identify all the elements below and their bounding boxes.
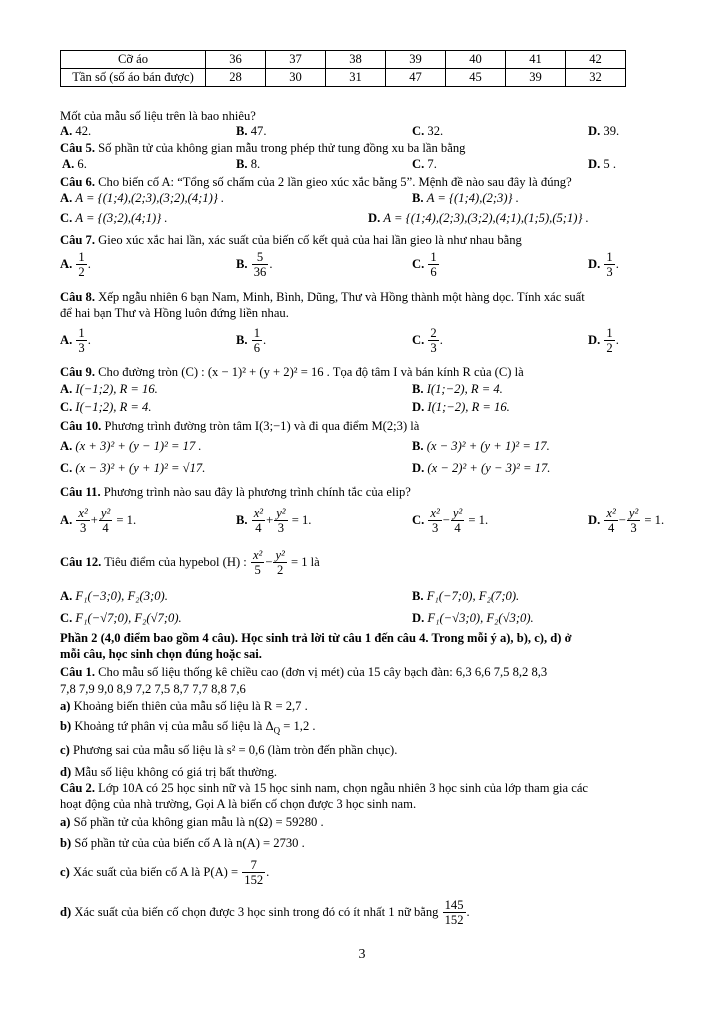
p2q1-stem-1: Câu 1. Cho mẫu số liệu thống kê chiều cao (đơn vị mét) của 15 cây bạch đàn: 6,3 6,6 7,5 8,2 8,3 bbox=[60, 665, 548, 679]
option-letter: D. bbox=[588, 256, 601, 271]
p2q2-stem-2: hoạt động của nhà trường, Gọi A là biến cố chọn được 3 học sinh nam. bbox=[60, 797, 417, 811]
q5-option-c: 7. bbox=[427, 157, 437, 171]
option-letter: C. bbox=[60, 611, 73, 625]
option-letter: C. bbox=[60, 211, 73, 225]
table-cell: 39 bbox=[386, 51, 446, 69]
q4-option-c: 32. bbox=[427, 124, 444, 138]
option-letter: A. bbox=[60, 332, 73, 347]
option-letter: B. bbox=[412, 439, 424, 453]
q12-option-c: F₁(−√7;0), F₂(√7;0). bbox=[75, 611, 182, 625]
option-letter: A. bbox=[60, 124, 73, 138]
option-letter: C. bbox=[60, 400, 73, 414]
q6-option-d: A = {(1;4),(2;3),(3;2),(4;1),(1;5),(5;1)} . bbox=[383, 211, 589, 225]
p2q2-stem-1: Câu 2. Lớp 10A có 25 học sinh nữ và 15 học sinh nam, chọn ngẫu nhiên 3 học sinh của lớp tham gia các bbox=[60, 781, 589, 795]
option-letter: C. bbox=[412, 256, 425, 271]
q11-stem: Câu 11. Phương trình nào sau đây là phương trình chính tắc của elip? bbox=[60, 485, 411, 499]
q7-option-b: $\frac{5}{36}$ bbox=[253, 250, 267, 280]
table-cell: 47 bbox=[386, 69, 446, 87]
p2q1-item-d: d) Mẫu số liệu không có giá trị bất thường. bbox=[60, 765, 278, 779]
table-cell: 30 bbox=[266, 69, 326, 87]
q9-stem: Câu 9. Cho đường tròn (C) : (x − 1)² + (y + 2)² = 16 . Tọa độ tâm I và bán kính R của (C) là bbox=[60, 365, 524, 379]
q9-option-d: I(1;−2), R = 16. bbox=[427, 400, 510, 414]
option-letter: D. bbox=[588, 332, 601, 347]
q12-term1: $\frac{\text{x²}}{5}$ bbox=[252, 548, 263, 578]
question-number: Câu 9. bbox=[60, 365, 95, 379]
p2q2-c-fraction: $\frac{7}{152}$ bbox=[244, 858, 264, 888]
question-number: Câu 10. bbox=[60, 419, 102, 433]
q10-stem: Câu 10. Phương trình đường tròn tâm I(3;−1) và đi qua điểm M(2;3) là bbox=[60, 419, 420, 433]
question-number: Câu 6. bbox=[60, 175, 95, 189]
q4-option-d: 39. bbox=[603, 124, 620, 138]
table-cell: 31 bbox=[326, 69, 386, 87]
option-letter: D. bbox=[412, 400, 425, 414]
q8-option-d: $\frac{1}{2}$ bbox=[606, 326, 613, 356]
table-cell: 32 bbox=[566, 69, 626, 87]
page-number: 3 bbox=[358, 947, 366, 962]
q5-option-b: 8. bbox=[250, 157, 261, 171]
q8-stem-1: Câu 8. Xếp ngẫu nhiên 6 bạn Nam, Minh, Bình, Dũng, Thư và Hồng thành một hàng dọc. Tính xác suất bbox=[60, 290, 585, 304]
option-letter: B. bbox=[236, 256, 248, 271]
q6-option-c: A = {(3;2),(4;1)} . bbox=[75, 211, 168, 225]
option-letter: B. bbox=[412, 191, 424, 205]
table-cell: 28 bbox=[206, 69, 266, 87]
q11-option-c-term2: $\frac{\text{y²}}{4}$ bbox=[452, 506, 463, 536]
q4-option-a: 42. bbox=[75, 124, 92, 138]
table-cell: 36 bbox=[206, 51, 266, 69]
table-cell: 37 bbox=[266, 51, 326, 69]
option-letter: D. bbox=[412, 611, 425, 625]
option-letter: B. bbox=[236, 332, 248, 347]
p2q2-d-fraction: $\frac{145}{152}$ bbox=[444, 898, 464, 928]
q8-option-b: $\frac{1}{6}$ bbox=[253, 326, 261, 356]
q12-term2: $\frac{\text{y²}}{2}$ bbox=[275, 548, 285, 578]
q11-option-a-term1: $\frac{\text{x²}}{3}$ bbox=[78, 506, 88, 536]
q5-option-a: 6. bbox=[77, 157, 87, 171]
question-number: Câu 8. bbox=[60, 290, 95, 304]
option-letter: D. bbox=[588, 124, 601, 138]
option-letter: C. bbox=[412, 124, 425, 138]
q12-option-d: F₁(−√3;0), F₂(√3;0). bbox=[427, 611, 534, 625]
table-header-cell: Cỡ áo bbox=[61, 51, 206, 69]
table-header-cell: Tần số (số áo bán được) bbox=[61, 69, 206, 87]
p2q1-stem-2: 7,8 7,9 9,0 8,9 7,2 7,5 8,7 7,7 8,8 7,6 bbox=[60, 682, 246, 696]
exam-page: Cỡ áo 36 37 38 39 40 41 42 Tần số (số áo bán được) 28 30 31 47 45 39 32 Mốt của mẫu số liệu trên là bao nhiêu? A. 42. B. 47. C. 32. D. 39. Câu 5. Số phần tử của không gian mẫu trong phép thử tung đồng xu ba lần bằng A. 6. B. 8. C. 7. D. 5 . Câu 6. Cho biến cố A: “Tổng số chấm của 2 lần gieo xúc xắc bằng 5”. Mệnh đề nào sau đây là đúng? A. A = {(1;4),(2;3),(3;2),(4;1)} . B. A = {(1;4),(2;3)} . C. A = {(3;2),(4;1)} . D. A = {(1;4),(2;3),(3;2),(4;1),(1;5),(5;1)} . Câu 7. Gieo xúc xắc hai lần, xác suất của biến cố kết quả của hai lần gieo là như nhau bằng A. $\frac{1}{2}$ . B. $\frac{5}{36}$ . C. $\frac{1}{6}$ D. $\frac{1}{3}$ . Câu 8. Xếp ngẫu nhiên 6 bạn Nam, Minh, Bình, Dũng, Thư và Hồng thành một hàng dọc. Tính xác suất để hai bạn Thư và Hồng luôn đứng liền nhau. A. $\frac{1}{3}$ . B. $\frac{1}{6}$ . C. $\frac{2}{3}$ . D. $\frac{1}{2}$ . Câu 9. Cho đường tròn (C) : (x − 1)² + (y + 2)² = 16 . Tọa độ tâm I và bán kính R của (C) là A. I(−1;2), R = 16. B. I(1;−2), R = 4. C. I(−1;2), R = 4. D. I(1;−2), R = 16. Câu 10. Phương trình đường tròn tâm I(3;−1) và đi qua điểm M(2;3) là A. (x + 3)² + (y − 1)² = 17 . B. (x − 3)² + (y + 1)² = 17. C. (x − 3)² + (y + 1)² = √17. D. (x − 2)² + (y − 3)² = 17. Câu 11. Phương trình nào sau đây là phương trình chính tắc của elip? A. $\frac{\text{x²}}{3}$ + $\frac{\text{y²}}{4}$ = 1. B. $\frac{\text{x²}}{4}$ + $\frac{\text{y²}}{3}$ = 1. C. $\frac{\text{x²}}{3}$ − $\frac{\text{y²}}{4}$ = 1. D. $\frac{\text{x²}}{4}$ − $\frac{\text{y²}}{3}$ = 1. Câu 12. Tiêu điểm của hypebol (H) : $\frac{\text{x²}}{5}$ − $\frac{\text{y²}}{2}$ = 1 là A. F₁(−3;0), F₂(3;0). B. F₁(−7;0), F₂(7;0). C. F₁(−√7;0), F₂(√7;0). D. F₁(−√3;0), F₂(√3;0). Phần 2 (4,0 điểm bao gồm 4 câu). Học sinh trả lời từ câu 1 đến câu 4. Trong mỗi ý a), b), c), d) ở mỗi câu, học sinh chọn đúng hoặc sai. Câu 1. Cho mẫu số liệu thống kê chiều cao (đơn vị mét) của 15 cây bạch đàn: 6,3 6,6 7,5 8,2 8,3 7,8 7,9 9,0 8,9 7,2 7,5 8,7 7,7 8,8 7,6 a) Khoảng biến thiên của mẫu số liệu là R = 2,7 . b) Khoảng tứ phân vị của mẫu số liệu là $\Delta_Q = 1,2$ . c) Phương sai của mẫu số liệu là s² = 0,6 (làm tròn đến phần chục). d) Mẫu số liệu không có giá trị bất thường. Câu 2. Lớp 10A có 25 học sinh nữ và 15 học sinh nam, chọn ngẫu nhiên 3 học sinh của lớp tham gia các hoạt động của nhà trường, Gọi A là biến cố chọn được 3 học sinh nam. a) Số phần tử của không gian mẫu là n(Ω) = 59280 . b) Số phần tử của của biến cố A là n(A) = 2730 . c) Xác suất của biến cố A là P(A) = $\frac{7}{152}$ . d) Xác suất của biến cố chọn được 3 học sinh trong đó có ít nhất 1 nữ bằng $\frac{145}{152}$ . bbox=[60, 50, 674, 87]
option-letter: A. bbox=[60, 439, 73, 453]
table-cell: 42 bbox=[566, 51, 626, 69]
part2-title-2: mỗi câu, học sinh chọn đúng hoặc sai. bbox=[60, 647, 262, 661]
option-letter: C. bbox=[412, 332, 425, 347]
option-letter: B. bbox=[412, 589, 424, 603]
option-letter: C. bbox=[60, 461, 73, 475]
option-letter: D. bbox=[588, 512, 601, 527]
q11-option-b-term1: $\frac{\text{x²}}{4}$ bbox=[253, 506, 264, 536]
table-cell: 39 bbox=[506, 69, 566, 87]
option-letter: B. bbox=[236, 124, 248, 138]
question-number: Câu 7. bbox=[60, 233, 95, 247]
q8-option-c: $\frac{2}{3}$ bbox=[430, 326, 437, 356]
question-number: Câu 11. bbox=[60, 485, 101, 499]
p2q2-item-b: b) Số phần tử của của biến cố A là n(A) = 2730 . bbox=[60, 836, 305, 850]
q11-option-c-term1: $\frac{\text{x²}}{3}$ bbox=[430, 506, 440, 536]
option-letter: D. bbox=[368, 211, 381, 225]
table-cell: 40 bbox=[446, 51, 506, 69]
option-letter: A. bbox=[60, 191, 73, 205]
p2q2-item-c: c) Xác suất của biến cố A là P(A) = $\frac{7}{152}$ . bbox=[60, 858, 270, 888]
option-letter: C. bbox=[412, 157, 425, 171]
q11-option-d-term2: $\frac{\text{y²}}{3}$ bbox=[628, 506, 639, 536]
q12-option-a: F₁(−3;0), F₂(3;0). bbox=[75, 589, 168, 603]
option-letter: B. bbox=[412, 382, 424, 396]
q10-option-d: (x − 2)² + (y − 3)² = 17. bbox=[427, 461, 551, 475]
p2q1-item-a: a) Khoảng biến thiên của mẫu số liệu là R = 2,7 . bbox=[60, 699, 308, 713]
q6-option-a: A = {(1;4),(2;3),(3;2),(4;1)} . bbox=[75, 191, 225, 205]
q12-option-b: F₁(−7;0), F₂(7;0). bbox=[426, 589, 520, 603]
q9-option-a: I(−1;2), R = 16. bbox=[75, 382, 158, 396]
table-row bbox=[61, 51, 626, 69]
option-letter: D. bbox=[588, 157, 601, 171]
q8-option-a: $\frac{1}{3}$ bbox=[78, 326, 85, 356]
q11-option-a-term2: $\frac{\text{y²}}{4}$ bbox=[100, 506, 111, 536]
table-cell: 45 bbox=[446, 69, 506, 87]
part2-title-1: Phần 2 (4,0 điểm bao gồm 4 câu). Học sinh trả lời từ câu 1 đến câu 4. Trong mỗi ý a), b), c), d) ở bbox=[60, 631, 572, 645]
option-letter: A. bbox=[60, 589, 73, 603]
p2q2-item-a: a) Số phần tử của không gian mẫu là n(Ω) = 59280 . bbox=[60, 815, 324, 829]
q9-option-b: I(1;−2), R = 4. bbox=[426, 382, 503, 396]
frequency-table bbox=[60, 50, 626, 87]
option-letter: B. bbox=[236, 157, 248, 171]
option-letter: A. bbox=[62, 157, 75, 171]
q6-stem: Câu 6. Cho biến cố A: “Tổng số chấm của 2 lần gieo xúc xắc bằng 5”. Mệnh đề nào sau đây là đúng? bbox=[60, 175, 572, 189]
table-cell: 41 bbox=[506, 51, 566, 69]
question-number: Câu 5. bbox=[60, 141, 95, 155]
option-letter: A. bbox=[60, 256, 73, 271]
p2q1-item-b: b) Khoảng tứ phân vị của mẫu số liệu là $\Delta_Q = 1,2$ . bbox=[60, 719, 316, 736]
p2q1-item-c: c) Phương sai của mẫu số liệu là s² = 0,6 (làm tròn đến phần chục). bbox=[60, 743, 398, 757]
q7-option-d: $\frac{1}{3}$ bbox=[606, 250, 613, 280]
option-letter: B. bbox=[236, 512, 248, 527]
q10-option-c: (x − 3)² + (y + 1)² = √17. bbox=[75, 461, 206, 475]
p2q2-item-d: d) Xác suất của biến cố chọn được 3 học sinh trong đó có ít nhất 1 nữ bằng $\frac{145}{152}$ . bbox=[60, 898, 470, 928]
q10-option-b: (x − 3)² + (y + 1)² = 17. bbox=[426, 439, 550, 453]
q12-stem: Câu 12. Tiêu điểm của hypebol (H) : $\frac{\text{x²}}{5}$ − $\frac{\text{y²}}{2}$ = 1 là bbox=[60, 548, 320, 578]
q4-option-b: 47. bbox=[250, 124, 267, 138]
q7-option-a: $\frac{1}{2}$ bbox=[78, 250, 85, 280]
option-letter: A. bbox=[60, 512, 73, 527]
option-letter: A. bbox=[60, 382, 73, 396]
q4-stem: Mốt của mẫu số liệu trên là bao nhiêu? bbox=[60, 109, 256, 123]
q11-option-d-term1: $\frac{\text{x²}}{4}$ bbox=[606, 506, 616, 536]
table-cell: 38 bbox=[326, 51, 386, 69]
q7-option-c: $\frac{1}{6}$ bbox=[430, 250, 437, 280]
q8-stem-2: để hai bạn Thư và Hồng luôn đứng liền nhau. bbox=[60, 306, 289, 320]
q10-option-a: (x + 3)² + (y − 1)² = 17 . bbox=[75, 439, 202, 453]
option-letter: D. bbox=[412, 461, 425, 475]
question-number: Câu 1. bbox=[60, 665, 95, 679]
q11-option-b-term2: $\frac{\text{y²}}{3}$ bbox=[276, 506, 286, 536]
q9-option-c: I(−1;2), R = 4. bbox=[75, 400, 152, 414]
question-number: Câu 2. bbox=[60, 781, 95, 795]
question-number: Câu 12. bbox=[60, 554, 102, 569]
q5-stem: Câu 5. Số phần tử của không gian mẫu trong phép thử tung đồng xu ba lần bằng bbox=[60, 141, 466, 155]
table-row bbox=[61, 69, 626, 87]
option-letter: C. bbox=[412, 512, 425, 527]
q6-option-b: A = {(1;4),(2;3)} . bbox=[426, 191, 519, 205]
q7-stem: Câu 7. Gieo xúc xắc hai lần, xác suất của biến cố kết quả của hai lần gieo là như nhau bằng bbox=[60, 233, 522, 247]
q5-option-d: 5 . bbox=[603, 157, 616, 171]
